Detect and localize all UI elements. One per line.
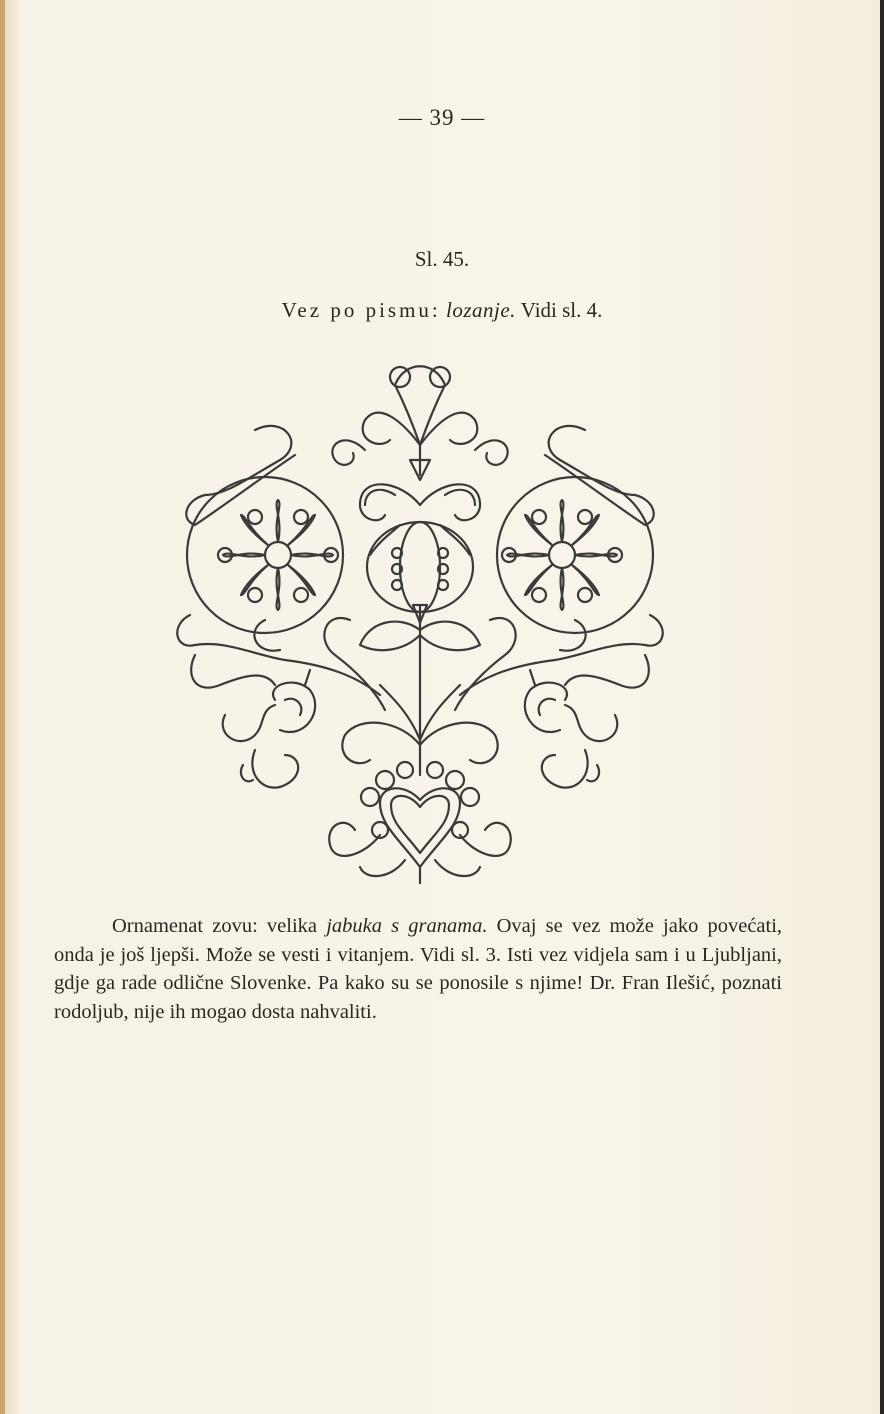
page-spine [0, 0, 5, 1414]
paragraph-part2: Ovaj se vez može jako povećati, onda je još ljepši. Može se vesti i vitanjem. Vidi sl. 3. Isti vez vidjela sam i u Ljubljani, gdje ga rade odlične Slovenke. Pa kako su se ponosile s njime! Dr. Fran Ilešić, poznati rodoljub, nije ih mogao dosta nahvaliti. [54, 915, 783, 1023]
paragraph-italic: jabuka s granama. [326, 915, 488, 937]
caption-suffix: Vidi sl. 4. [520, 298, 603, 322]
embroidery-ornament-icon [165, 355, 675, 890]
figure-label: Sl. 45. [414, 247, 470, 271]
page-edge [880, 0, 884, 1414]
caption-prefix: Vez po pismu: [281, 298, 441, 322]
figure-caption [0, 298, 884, 323]
page-number: — 39 — [398, 105, 486, 130]
body-paragraph [54, 912, 782, 1026]
paragraph-part1: Ornamenat zovu: velika [112, 915, 318, 937]
caption-italic: lozanje. [446, 298, 516, 322]
